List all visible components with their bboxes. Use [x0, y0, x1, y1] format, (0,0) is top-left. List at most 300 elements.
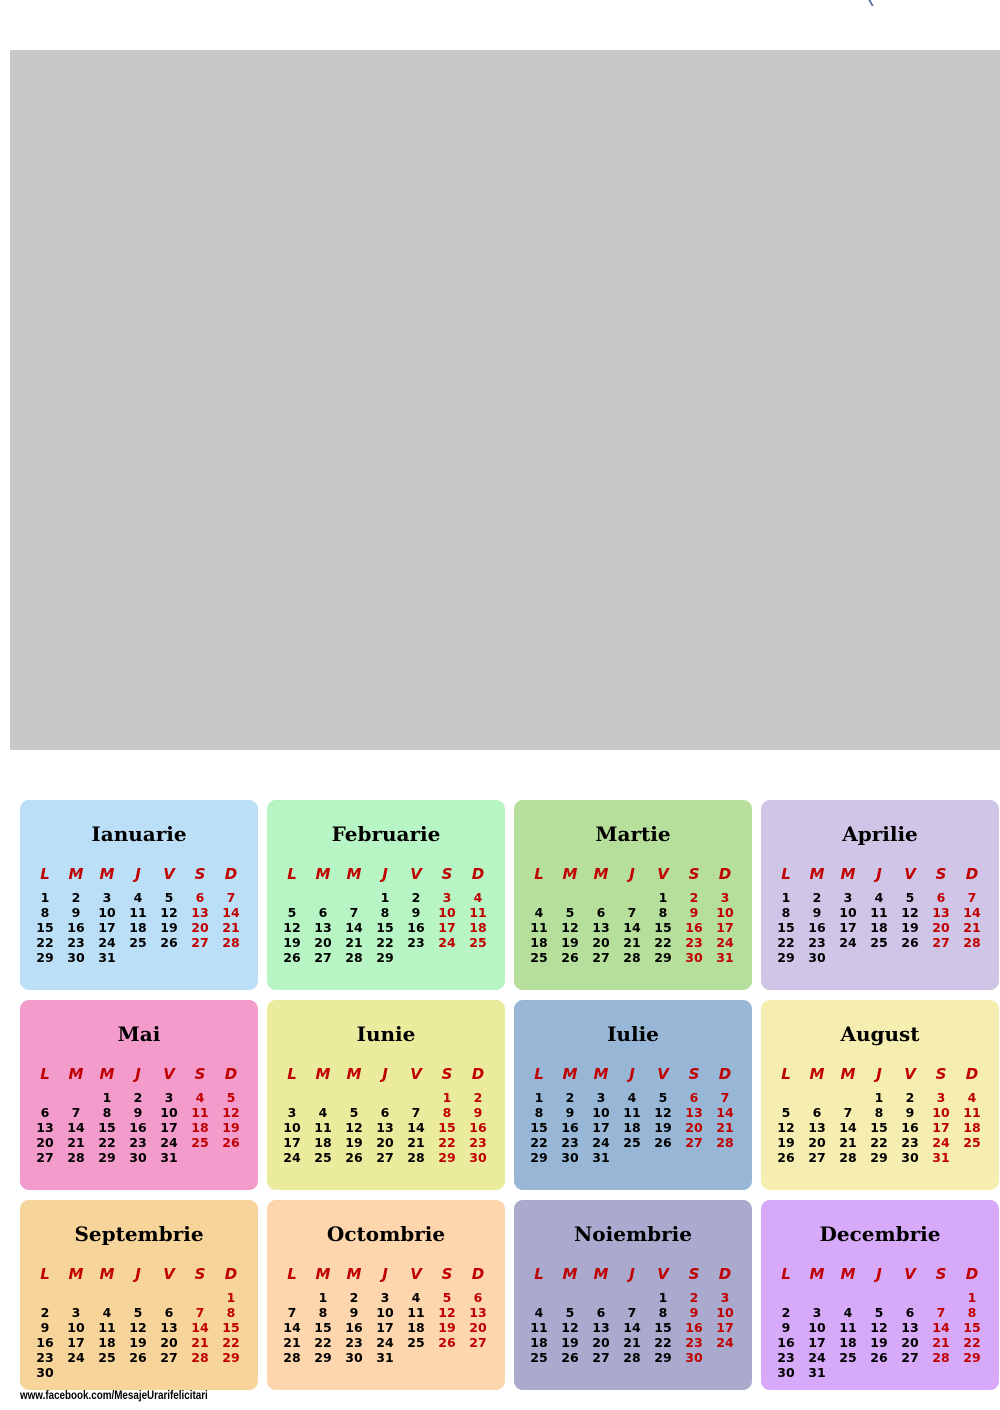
day-cell: 4: [627, 1090, 637, 1105]
day-cell: 5: [565, 1305, 575, 1320]
weekday-header: L: [287, 1065, 297, 1083]
day-cell: 3: [720, 1290, 730, 1305]
day-cell: 10: [283, 1120, 301, 1135]
day-cell: 17: [716, 1320, 734, 1335]
weekday-header: M: [809, 865, 825, 883]
day-cell: 1: [967, 1290, 977, 1305]
day-cell: 4: [874, 890, 884, 905]
day-cell: 21: [963, 920, 981, 935]
day-cell: 22: [654, 935, 672, 950]
day-cell: 5: [133, 1305, 143, 1320]
day-cell: 23: [469, 1135, 487, 1150]
day-cell: 12: [901, 905, 919, 920]
day-cell: 3: [102, 890, 112, 905]
day-cell: 30: [36, 1365, 54, 1380]
day-cell: 18: [129, 920, 147, 935]
day-cell: 30: [685, 1350, 703, 1365]
day-cell: 18: [623, 1120, 641, 1135]
footer-link[interactable]: www.facebook.com/MesajeUrarifelicitari: [20, 1388, 208, 1402]
day-cell: 5: [164, 890, 174, 905]
day-cell: 13: [376, 1120, 394, 1135]
month-title: Septembrie: [74, 1222, 204, 1246]
weekday-header: M: [346, 1065, 362, 1083]
weekday-header: J: [629, 1065, 635, 1083]
weekday-header: V: [657, 865, 669, 883]
day-cell: 4: [534, 905, 544, 920]
day-cell: 12: [129, 1320, 147, 1335]
day-cell: 20: [376, 1135, 394, 1150]
day-cell: 24: [98, 935, 116, 950]
month-iunie: [267, 1000, 505, 1190]
month-title: August: [840, 1022, 920, 1046]
day-cell: 19: [129, 1335, 147, 1350]
day-cell: 9: [781, 1320, 791, 1335]
day-cell: 8: [40, 905, 50, 920]
day-cell: 3: [596, 1090, 606, 1105]
weekday-header: S: [688, 865, 700, 883]
weekday-header: D: [965, 1065, 979, 1083]
day-cell: 25: [623, 1135, 641, 1150]
day-cell: 30: [777, 1365, 795, 1380]
weekday-header: S: [194, 865, 206, 883]
weekday-header: V: [410, 865, 422, 883]
day-cell: 10: [808, 1320, 826, 1335]
day-cell: 26: [438, 1335, 456, 1350]
day-cell: 2: [905, 1090, 915, 1105]
weekday-header: S: [441, 1065, 453, 1083]
day-cell: 24: [438, 935, 456, 950]
day-cell: 29: [376, 950, 394, 965]
weekday-header: M: [68, 865, 84, 883]
weekday-header: L: [534, 865, 544, 883]
day-cell: 9: [689, 905, 699, 920]
weekday-header: L: [40, 1065, 50, 1083]
day-cell: 26: [222, 1135, 240, 1150]
day-cell: 24: [716, 1335, 734, 1350]
day-cell: 3: [164, 1090, 174, 1105]
day-cell: 2: [781, 1305, 791, 1320]
day-cell: 21: [716, 1120, 734, 1135]
weekday-header: D: [965, 865, 979, 883]
day-cell: 24: [592, 1135, 610, 1150]
weekday-header: V: [904, 1265, 916, 1283]
day-cell: 18: [98, 1335, 116, 1350]
day-cell: 27: [592, 1350, 610, 1365]
day-cell: 27: [808, 1150, 826, 1165]
day-cell: 19: [160, 920, 178, 935]
day-cell: 24: [376, 1335, 394, 1350]
day-cell: 20: [469, 1320, 487, 1335]
day-cell: 29: [314, 1350, 332, 1365]
weekday-header: D: [718, 1265, 732, 1283]
day-cell: 9: [905, 1105, 915, 1120]
month-title: Februarie: [331, 822, 441, 846]
weekday-header: M: [315, 865, 331, 883]
day-cell: 23: [129, 1135, 147, 1150]
day-cell: 13: [932, 905, 950, 920]
weekday-header: S: [688, 1265, 700, 1283]
month-title: Aprilie: [842, 822, 918, 846]
weekday-header: D: [965, 1265, 979, 1283]
day-cell: 13: [808, 1120, 826, 1135]
day-cell: 14: [283, 1320, 301, 1335]
day-cell: 20: [36, 1135, 54, 1150]
day-cell: 8: [534, 1105, 544, 1120]
weekday-header: L: [40, 865, 50, 883]
day-cell: 8: [967, 1305, 977, 1320]
day-cell: 3: [380, 1290, 390, 1305]
day-cell: 6: [380, 1105, 390, 1120]
month-noiembrie: [514, 1200, 752, 1390]
month-martie: [514, 800, 752, 990]
month-octombrie: [267, 1200, 505, 1390]
day-cell: 10: [716, 1305, 734, 1320]
day-cell: 1: [380, 890, 390, 905]
day-cell: 10: [160, 1105, 178, 1120]
weekday-header: M: [809, 1265, 825, 1283]
day-cell: 21: [283, 1335, 301, 1350]
weekday-header: S: [441, 1265, 453, 1283]
day-cell: 1: [874, 1090, 884, 1105]
day-cell: 18: [469, 920, 487, 935]
day-cell: 15: [222, 1320, 240, 1335]
day-cell: 29: [870, 1150, 888, 1165]
day-cell: 18: [314, 1135, 332, 1150]
day-cell: 15: [314, 1320, 332, 1335]
day-cell: 18: [530, 1335, 548, 1350]
day-cell: 22: [530, 1135, 548, 1150]
day-cell: 7: [843, 1105, 853, 1120]
day-cell: 7: [411, 1105, 421, 1120]
photo-placeholder[interactable]: [10, 50, 1000, 750]
day-cell: 14: [963, 905, 981, 920]
day-cell: 22: [36, 935, 54, 950]
day-cell: 16: [561, 1120, 579, 1135]
weekday-header: M: [68, 1065, 84, 1083]
day-cell: 8: [102, 1105, 112, 1120]
day-cell: 7: [936, 1305, 946, 1320]
day-cell: 17: [716, 920, 734, 935]
weekday-header: S: [935, 1065, 947, 1083]
corner-decoration: [868, 0, 883, 6]
day-cell: 17: [376, 1320, 394, 1335]
day-cell: 31: [160, 1150, 178, 1165]
weekday-header: M: [562, 865, 578, 883]
day-cell: 21: [222, 920, 240, 935]
weekday-header: M: [99, 865, 115, 883]
day-cell: 15: [98, 1120, 116, 1135]
day-cell: 12: [561, 1320, 579, 1335]
day-cell: 21: [345, 935, 363, 950]
day-cell: 31: [376, 1350, 394, 1365]
day-cell: 22: [777, 935, 795, 950]
day-cell: 5: [226, 1090, 236, 1105]
month-septembrie: [20, 1200, 258, 1390]
weekday-header: M: [809, 1065, 825, 1083]
day-cell: 25: [314, 1150, 332, 1165]
weekday-header: V: [657, 1265, 669, 1283]
day-cell: 20: [592, 935, 610, 950]
weekday-header: M: [840, 1065, 856, 1083]
day-cell: 30: [345, 1350, 363, 1365]
weekday-header: J: [382, 865, 388, 883]
day-cell: 26: [345, 1150, 363, 1165]
weekday-header: J: [135, 865, 141, 883]
day-cell: 28: [839, 1150, 857, 1165]
day-cell: 24: [67, 1350, 85, 1365]
day-cell: 13: [592, 1320, 610, 1335]
day-cell: 6: [905, 1305, 915, 1320]
day-cell: 25: [191, 1135, 209, 1150]
day-cell: 7: [720, 1090, 730, 1105]
day-cell: 16: [777, 1335, 795, 1350]
day-cell: 1: [442, 1090, 452, 1105]
day-cell: 27: [160, 1350, 178, 1365]
day-cell: 2: [565, 1090, 575, 1105]
weekday-header: L: [534, 1265, 544, 1283]
weekday-header: S: [935, 865, 947, 883]
day-cell: 8: [658, 1305, 668, 1320]
day-cell: 6: [812, 1105, 822, 1120]
day-cell: 3: [71, 1305, 81, 1320]
day-cell: 7: [627, 1305, 637, 1320]
day-cell: 22: [314, 1335, 332, 1350]
day-cell: 29: [963, 1350, 981, 1365]
day-cell: 14: [407, 1120, 425, 1135]
day-cell: 4: [843, 1305, 853, 1320]
day-cell: 22: [870, 1135, 888, 1150]
month-title: Mai: [117, 1022, 161, 1046]
day-cell: 7: [349, 905, 359, 920]
day-cell: 26: [129, 1350, 147, 1365]
weekday-header: M: [593, 865, 609, 883]
day-cell: 27: [469, 1335, 487, 1350]
weekday-header: L: [781, 1065, 791, 1083]
day-cell: 19: [222, 1120, 240, 1135]
day-cell: 16: [901, 1120, 919, 1135]
day-cell: 15: [654, 1320, 672, 1335]
day-cell: 8: [226, 1305, 236, 1320]
day-cell: 9: [812, 905, 822, 920]
day-cell: 7: [627, 905, 637, 920]
day-cell: 30: [808, 950, 826, 965]
weekday-header: M: [346, 1265, 362, 1283]
day-cell: 11: [469, 905, 487, 920]
day-cell: 1: [534, 1090, 544, 1105]
day-cell: 3: [720, 890, 730, 905]
day-cell: 29: [98, 1150, 116, 1165]
day-cell: 24: [932, 1135, 950, 1150]
day-cell: 30: [67, 950, 85, 965]
day-cell: 4: [411, 1290, 421, 1305]
day-cell: 12: [870, 1320, 888, 1335]
day-cell: 16: [685, 1320, 703, 1335]
day-cell: 22: [98, 1135, 116, 1150]
month-ianuarie: [20, 800, 258, 990]
weekday-header: J: [382, 1265, 388, 1283]
weekday-header: S: [935, 1265, 947, 1283]
day-cell: 15: [963, 1320, 981, 1335]
day-cell: 28: [222, 935, 240, 950]
weekday-header: D: [471, 1065, 485, 1083]
day-cell: 25: [530, 950, 548, 965]
weekday-header: D: [224, 865, 238, 883]
day-cell: 16: [407, 920, 425, 935]
day-cell: 24: [160, 1135, 178, 1150]
day-cell: 17: [438, 920, 456, 935]
day-cell: 7: [967, 890, 977, 905]
day-cell: 8: [658, 905, 668, 920]
month-iulie: [514, 1000, 752, 1190]
day-cell: 27: [314, 950, 332, 965]
weekday-header: J: [135, 1065, 141, 1083]
day-cell: 10: [716, 905, 734, 920]
weekday-header: V: [410, 1065, 422, 1083]
day-cell: 10: [592, 1105, 610, 1120]
day-cell: 18: [839, 1335, 857, 1350]
day-cell: 2: [689, 890, 699, 905]
day-cell: 23: [407, 935, 425, 950]
day-cell: 2: [40, 1305, 50, 1320]
day-cell: 20: [932, 920, 950, 935]
weekday-header: J: [629, 1265, 635, 1283]
day-cell: 13: [685, 1105, 703, 1120]
day-cell: 6: [195, 890, 205, 905]
day-cell: 20: [808, 1135, 826, 1150]
day-cell: 26: [901, 935, 919, 950]
day-cell: 25: [469, 935, 487, 950]
day-cell: 6: [596, 905, 606, 920]
weekday-header: V: [163, 1265, 175, 1283]
weekday-header: M: [99, 1065, 115, 1083]
month-mai: [20, 1000, 258, 1190]
month-title: Noiembrie: [574, 1222, 692, 1246]
day-cell: 25: [530, 1350, 548, 1365]
day-cell: 19: [561, 935, 579, 950]
day-cell: 5: [874, 1305, 884, 1320]
day-cell: 11: [98, 1320, 116, 1335]
day-cell: 21: [932, 1335, 950, 1350]
day-cell: 27: [592, 950, 610, 965]
day-cell: 21: [623, 1335, 641, 1350]
day-cell: 27: [191, 935, 209, 950]
day-cell: 17: [67, 1335, 85, 1350]
day-cell: 5: [287, 905, 297, 920]
day-cell: 9: [565, 1105, 575, 1120]
day-cell: 25: [98, 1350, 116, 1365]
day-cell: 9: [349, 1305, 359, 1320]
day-cell: 24: [808, 1350, 826, 1365]
day-cell: 11: [963, 1105, 981, 1120]
day-cell: 11: [314, 1120, 332, 1135]
month-title: Iulie: [607, 1022, 659, 1046]
day-cell: 11: [839, 1320, 857, 1335]
day-cell: 10: [932, 1105, 950, 1120]
day-cell: 25: [129, 935, 147, 950]
day-cell: 9: [40, 1320, 50, 1335]
month-title: Octombrie: [326, 1222, 446, 1246]
weekday-header: V: [904, 1065, 916, 1083]
weekday-header: D: [718, 865, 732, 883]
day-cell: 14: [191, 1320, 209, 1335]
day-cell: 11: [530, 1320, 548, 1335]
day-cell: 8: [318, 1305, 328, 1320]
day-cell: 15: [376, 920, 394, 935]
day-cell: 20: [592, 1335, 610, 1350]
weekday-header: S: [441, 865, 453, 883]
weekday-header: V: [657, 1065, 669, 1083]
day-cell: 11: [870, 905, 888, 920]
day-cell: 6: [318, 905, 328, 920]
day-cell: 25: [407, 1335, 425, 1350]
day-cell: 6: [596, 1305, 606, 1320]
day-cell: 16: [685, 920, 703, 935]
day-cell: 4: [195, 1090, 205, 1105]
day-cell: 10: [98, 905, 116, 920]
day-cell: 4: [534, 1305, 544, 1320]
weekday-header: M: [840, 1265, 856, 1283]
day-cell: 12: [654, 1105, 672, 1120]
day-cell: 21: [191, 1335, 209, 1350]
day-cell: 23: [808, 935, 826, 950]
weekday-header: J: [876, 1265, 882, 1283]
day-cell: 5: [442, 1290, 452, 1305]
day-cell: 2: [349, 1290, 359, 1305]
day-cell: 16: [808, 920, 826, 935]
day-cell: 30: [901, 1150, 919, 1165]
day-cell: 5: [905, 890, 915, 905]
day-cell: 19: [345, 1135, 363, 1150]
day-cell: 10: [438, 905, 456, 920]
day-cell: 6: [936, 890, 946, 905]
day-cell: 3: [936, 1090, 946, 1105]
day-cell: 4: [102, 1305, 112, 1320]
day-cell: 26: [561, 1350, 579, 1365]
day-cell: 20: [685, 1120, 703, 1135]
day-cell: 4: [133, 890, 143, 905]
day-cell: 22: [376, 935, 394, 950]
day-cell: 19: [561, 1335, 579, 1350]
month-title: Ianuarie: [91, 822, 187, 846]
day-cell: 27: [685, 1135, 703, 1150]
day-cell: 29: [222, 1350, 240, 1365]
day-cell: 19: [901, 920, 919, 935]
day-cell: 12: [777, 1120, 795, 1135]
day-cell: 23: [345, 1335, 363, 1350]
weekday-header: M: [346, 865, 362, 883]
weekday-header: M: [315, 1065, 331, 1083]
day-cell: 30: [469, 1150, 487, 1165]
weekday-header: D: [471, 1265, 485, 1283]
weekday-header: J: [135, 1265, 141, 1283]
day-cell: 6: [689, 1090, 699, 1105]
day-cell: 2: [689, 1290, 699, 1305]
day-cell: 28: [67, 1150, 85, 1165]
weekday-header: J: [876, 1065, 882, 1083]
day-cell: 25: [870, 935, 888, 950]
day-cell: 14: [623, 920, 641, 935]
day-cell: 9: [473, 1105, 483, 1120]
day-cell: 15: [777, 920, 795, 935]
day-cell: 7: [195, 1305, 205, 1320]
day-cell: 26: [870, 1350, 888, 1365]
day-cell: 31: [932, 1150, 950, 1165]
day-cell: 3: [287, 1105, 297, 1120]
day-cell: 7: [71, 1105, 81, 1120]
day-cell: 24: [839, 935, 857, 950]
day-cell: 17: [932, 1120, 950, 1135]
day-cell: 26: [283, 950, 301, 965]
